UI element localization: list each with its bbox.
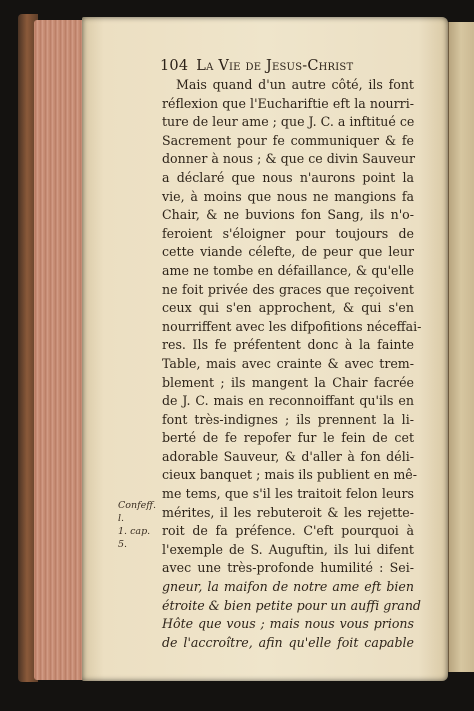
text-line: res. Ils fe préfentent donc à la fainte xyxy=(162,337,414,353)
text-line: mérites, il les rebuteroit & les rejette- xyxy=(162,504,414,520)
text-line: a déclaré que nous n'aurons point la xyxy=(162,169,414,185)
page-edges xyxy=(34,20,86,680)
text-line: cieux banquet ; mais ils publient en mê- xyxy=(162,467,417,483)
text-line: réflexion que l'Euchariftie eft la nourri- xyxy=(162,95,414,111)
body-text xyxy=(162,76,422,652)
text-line: ceux qui s'en approchent, & qui s'en xyxy=(162,300,414,316)
text-line: avec une très-profonde humilité : Sei- xyxy=(162,560,414,576)
text-line: font très-indignes ; ils prennent la li- xyxy=(162,411,414,427)
text-line: l'exemple de S. Auguftin, ils lui difent xyxy=(162,541,414,557)
text-line: vie, à moins que nous ne mangions fa xyxy=(162,188,414,204)
margin-note xyxy=(118,499,162,551)
text-line: ne foit privée des graces que reçoivent xyxy=(162,281,414,297)
text-line: me tems, que s'il les traitoit felon leurs xyxy=(162,486,414,502)
text-line: ame ne tombe en défaillance, & qu'elle xyxy=(162,262,414,278)
text-line: étroite & bien petite pour un auffi grand xyxy=(162,597,421,613)
text-line: gneur, la maifon de notre ame eft bien xyxy=(162,579,414,595)
text-line: berté de fe repofer fur le fein de cet xyxy=(162,430,414,446)
text-line: roit de fa préfence. C'eft pourquoi à xyxy=(162,523,414,539)
margin-note-line: 1. cap. 5. xyxy=(118,526,151,550)
text-line: de J. C. mais en reconnoiffant qu'ils en xyxy=(162,393,414,409)
running-header xyxy=(160,58,450,74)
text-line: donner à nous ; & que ce divin Sauveur xyxy=(162,151,416,167)
text-line: de l'accroître, afin qu'elle foit capable xyxy=(162,634,414,650)
text-line: Sacrement pour fe communiquer & fe xyxy=(162,132,414,148)
page-number: 104 xyxy=(160,58,189,74)
text-line: Mais quand d'un autre côté, ils font xyxy=(176,77,414,92)
facing-page-edge xyxy=(448,22,474,672)
text-line: nourriffent avec les difpofitions néceffai- xyxy=(162,318,422,334)
running-title: La Vie de Jesus-Christ xyxy=(196,58,354,74)
text-line: Chair, & ne buvions fon Sang, ils n'o- xyxy=(162,207,414,223)
text-line: ture de leur ame ; que J. C. a inftitué ce xyxy=(162,114,415,130)
text-line: cette viande célefte, de peur que leur xyxy=(162,244,414,260)
text-line: feroient s'éloigner pour toujours de xyxy=(162,225,414,241)
text-line: adorable Sauveur, & d'aller à fon déli- xyxy=(162,448,414,464)
margin-note-line: Confeff. l. xyxy=(118,500,156,524)
text-line: blement ; ils mangent la Chair facrée xyxy=(162,374,414,390)
text-line: Table, mais avec crainte & avec trem- xyxy=(162,355,414,371)
text-line: Hôte que vous ; mais nous vous prions xyxy=(162,616,414,632)
